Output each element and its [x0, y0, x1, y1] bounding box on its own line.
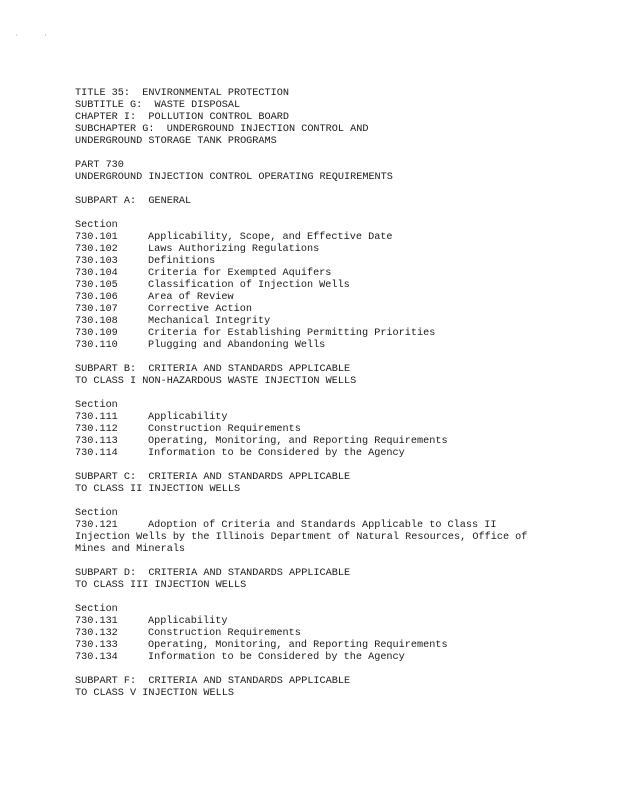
section-number: 730.133	[75, 640, 118, 651]
document-page	[75, 88, 595, 700]
section-entry	[75, 436, 595, 448]
section-entry	[75, 256, 595, 268]
subchapter-line-2: UNDERGROUND STORAGE TANK PROGRAMS	[75, 136, 277, 147]
subpart-d-title-2: TO CLASS III INJECTION WELLS	[75, 580, 247, 591]
section-title: Construction Requirements	[148, 628, 301, 639]
section-title: Information to be Considered by the Agency	[148, 448, 405, 459]
section-label: Section	[75, 220, 118, 231]
section-title: Applicability	[148, 412, 228, 423]
section-entry	[75, 244, 595, 256]
section-entry	[75, 316, 595, 328]
section-title: Applicability	[148, 616, 228, 627]
section-number: 730.102	[75, 244, 118, 255]
section-label: Section	[75, 604, 118, 615]
section-title: Laws Authorizing Regulations	[148, 244, 320, 255]
section-title: Adoption of Criteria and Standards Applicable to Class II Injection Wells by the Illinois Department of Natural Resources, Office of Mines and Minerals	[75, 520, 528, 555]
section-number: 730.134	[75, 652, 118, 663]
section-entry	[75, 232, 595, 244]
section-title: Corrective Action	[148, 304, 252, 315]
section-entry	[75, 628, 595, 640]
subpart-f-title-2: TO CLASS V INJECTION WELLS	[75, 688, 234, 699]
title-line: TITLE 35: ENVIRONMENTAL PROTECTION	[75, 88, 289, 99]
section-title: Definitions	[148, 256, 216, 267]
section-number: 730.109	[75, 328, 118, 339]
subpart-c-title-2: TO CLASS II INJECTION WELLS	[75, 484, 241, 495]
section-label: Section	[75, 508, 118, 519]
subtitle-line: SUBTITLE G: WASTE DISPOSAL	[75, 100, 241, 111]
section-title: Operating, Monitoring, and Reporting Requirements	[148, 640, 448, 651]
section-number: 730.110	[75, 340, 118, 351]
subpart-c-title: SUBPART C: CRITERIA AND STANDARDS APPLICABLE	[75, 472, 351, 483]
section-title: Criteria for Exempted Aquifers	[148, 268, 332, 279]
section-number: 730.107	[75, 304, 118, 315]
subpart-f-title: SUBPART F: CRITERIA AND STANDARDS APPLICABLE	[75, 676, 351, 687]
chapter-line: CHAPTER I: POLLUTION CONTROL BOARD	[75, 112, 289, 123]
section-entry	[75, 424, 595, 436]
section-number: 730.114	[75, 448, 118, 459]
section-title: Plugging and Abandoning Wells	[148, 340, 326, 351]
section-entry-wrapped	[75, 520, 545, 556]
section-entry	[75, 292, 595, 304]
section-number: 730.121	[75, 520, 118, 531]
section-number: 730.108	[75, 316, 118, 327]
subpart-a-title: SUBPART A: GENERAL	[75, 196, 192, 207]
section-entry	[75, 616, 595, 628]
section-number: 730.111	[75, 412, 118, 423]
section-entry	[75, 280, 595, 292]
section-title: Information to be Considered by the Agency	[148, 652, 405, 663]
section-number: 730.113	[75, 436, 118, 447]
section-entry	[75, 304, 595, 316]
section-title: Operating, Monitoring, and Reporting Requirements	[148, 436, 448, 447]
subpart-b-title-2: TO CLASS I NON-HAZARDOUS WASTE INJECTION WELLS	[75, 376, 357, 387]
section-number: 730.101	[75, 232, 118, 243]
section-title: Construction Requirements	[148, 424, 301, 435]
subpart-b-title: SUBPART B: CRITERIA AND STANDARDS APPLICABLE	[75, 364, 351, 375]
section-entry	[75, 268, 595, 280]
section-entry	[75, 640, 595, 652]
section-number: 730.131	[75, 616, 118, 627]
section-number: 730.106	[75, 292, 118, 303]
section-number: 730.103	[75, 256, 118, 267]
subpart-d-title: SUBPART D: CRITERIA AND STANDARDS APPLICABLE	[75, 568, 351, 579]
section-title: Classification of Injection Wells	[148, 280, 350, 291]
subchapter-line: SUBCHAPTER G: UNDERGROUND INJECTION CONTROL AND	[75, 124, 369, 135]
section-number: 730.132	[75, 628, 118, 639]
section-title: Mechanical Integrity	[148, 316, 271, 327]
part-number: PART 730	[75, 160, 124, 171]
section-entry	[75, 652, 595, 664]
section-entry	[75, 448, 595, 460]
scan-specks: · ·	[15, 32, 48, 39]
section-entry	[75, 412, 595, 424]
section-title: Area of Review	[148, 292, 234, 303]
section-number: 730.104	[75, 268, 118, 279]
section-label: Section	[75, 400, 118, 411]
section-number: 730.112	[75, 424, 118, 435]
part-title: UNDERGROUND INJECTION CONTROL OPERATING REQUIREMENTS	[75, 172, 393, 183]
section-entry	[75, 340, 595, 352]
section-title: Criteria for Establishing Permitting Priorities	[148, 328, 436, 339]
section-entry	[75, 328, 595, 340]
section-title: Applicability, Scope, and Effective Date	[148, 232, 393, 243]
section-number: 730.105	[75, 280, 118, 291]
